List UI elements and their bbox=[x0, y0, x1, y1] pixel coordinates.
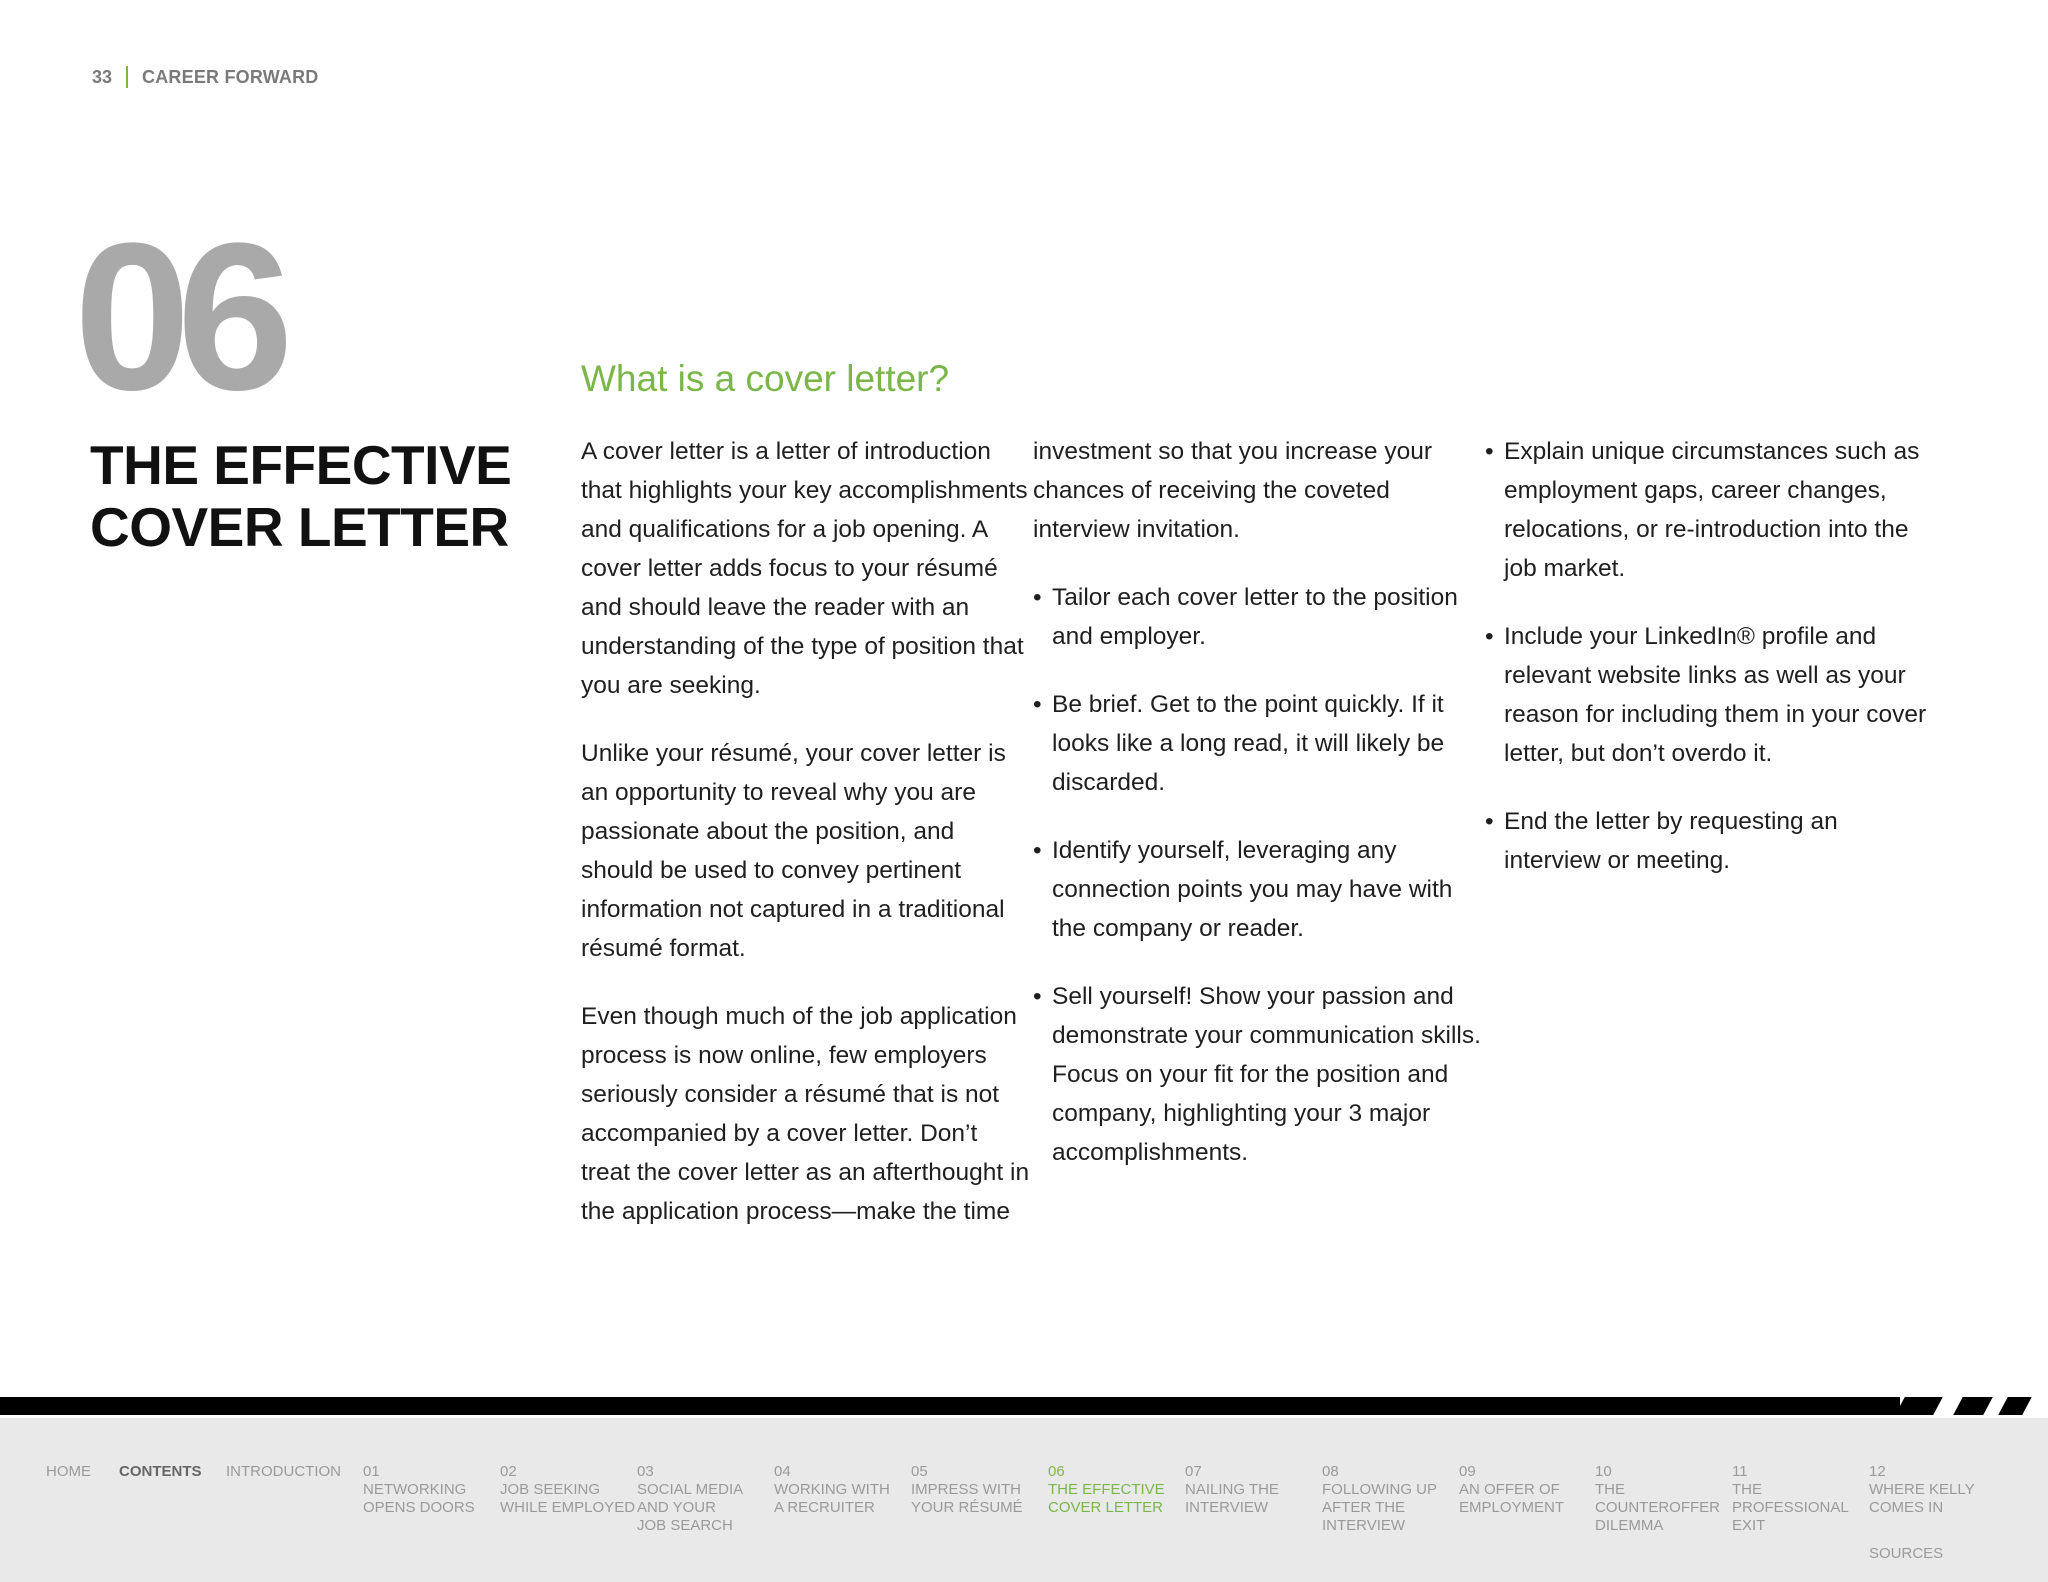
chapter-number: 06 bbox=[74, 199, 280, 434]
nav-chapter-12[interactable] bbox=[1869, 1463, 1975, 1517]
nav-chapter-11[interactable] bbox=[1732, 1463, 1849, 1535]
nav-chapter-title: SOCIAL MEDIA AND YOUR JOB SEARCH bbox=[637, 1481, 744, 1534]
nav-chapter-num: 03 bbox=[637, 1463, 654, 1480]
nav-chapter-num: 09 bbox=[1459, 1463, 1476, 1480]
nav-chapter-02[interactable] bbox=[500, 1463, 635, 1517]
nav-chapter-08[interactable] bbox=[1322, 1463, 1437, 1535]
nav-chapter-title: NAILING THE INTERVIEW bbox=[1185, 1481, 1279, 1516]
bullet-item: • End the letter by requesting an interview or meeting. bbox=[1485, 802, 1935, 880]
nav-chapter-title: AN OFFER OF EMPLOYMENT bbox=[1459, 1481, 1565, 1516]
nav-chapter-title: THE COUNTEROFFER DILEMMA bbox=[1595, 1481, 1720, 1534]
nav-chapter-05[interactable] bbox=[911, 1463, 1023, 1517]
nav-chapter-num: 04 bbox=[774, 1463, 791, 1480]
text-column-1 bbox=[581, 432, 1031, 1260]
chapter-title bbox=[90, 434, 511, 558]
nav-chapter-04[interactable] bbox=[774, 1463, 890, 1517]
nav-chapter-num: 11 bbox=[1732, 1463, 1748, 1480]
nav-chapter-title: IMPRESS WITH YOUR RÉSUMÉ bbox=[911, 1481, 1023, 1516]
bullet-item: • Include your LinkedIn® profile and relevant website links as well as your reason for including them in your cover letter, but don’t overdo it. bbox=[1485, 617, 1935, 773]
footer-stripe bbox=[1953, 1397, 1993, 1415]
bullet-item: • Identify yourself, leveraging any connection points you may have with the company or reader. bbox=[1033, 831, 1483, 948]
nav-introduction-label: INTRODUCTION bbox=[226, 1463, 341, 1480]
page-number: 33 bbox=[92, 66, 113, 87]
nav-chapter-num: 02 bbox=[500, 1463, 517, 1480]
text-column-3 bbox=[1485, 432, 1935, 909]
nav-introduction[interactable] bbox=[226, 1463, 341, 1481]
paragraph-continuation: investment so that you increase your chances of receiving the coveted interview invitation. bbox=[1033, 438, 1433, 543]
nav-chapter-10[interactable] bbox=[1595, 1463, 1720, 1535]
bullet-list bbox=[1033, 578, 1483, 1172]
bullet-item: • Be brief. Get to the point quickly. If it looks like a long read, it will likely be discarded. bbox=[1033, 685, 1483, 802]
text-column-2 bbox=[1033, 432, 1483, 1201]
nav-chapter-07[interactable] bbox=[1185, 1463, 1279, 1517]
footer-stripe bbox=[1895, 1397, 1943, 1415]
nav-chapter-title: WHERE KELLY COMES IN bbox=[1869, 1481, 1975, 1516]
nav-chapter-title: WORKING WITH A RECRUITER bbox=[774, 1481, 890, 1516]
nav-chapter-num: 08 bbox=[1322, 1463, 1339, 1480]
bullet-list bbox=[1485, 432, 1935, 880]
paragraph: Even though much of the job application process is now online, few employers seriously consider a résumé that is not accompanied by a cover letter. Don’t treat the cover letter as an afterthought in the application process—make the time bbox=[581, 1003, 1030, 1225]
nav-chapter-03[interactable] bbox=[637, 1463, 743, 1535]
nav-chapter-title: NETWORKING OPENS DOORS bbox=[363, 1481, 475, 1516]
nav-contents-label: CONTENTS bbox=[119, 1463, 202, 1480]
footer-stripe bbox=[1998, 1397, 2032, 1415]
publication-title: CAREER FORWARD bbox=[142, 66, 319, 87]
chapter-title-line2: COVER LETTER bbox=[90, 496, 509, 558]
nav-chapter-num: 12 bbox=[1869, 1463, 1886, 1480]
page-header bbox=[92, 66, 319, 88]
nav-chapter-num: 06 bbox=[1048, 1463, 1065, 1480]
nav-chapter-num: 10 bbox=[1595, 1463, 1612, 1480]
nav-chapter-title: JOB SEEKING WHILE EMPLOYED bbox=[500, 1481, 636, 1516]
nav-chapter-title: THE PROFESSIONAL EXIT bbox=[1732, 1481, 1849, 1534]
nav-chapter-title: THE EFFECTIVE COVER LETTER bbox=[1048, 1481, 1165, 1516]
bullet-item: • Tailor each cover letter to the position and employer. bbox=[1033, 578, 1483, 656]
nav-chapter-title: FOLLOWING UP AFTER THE INTERVIEW bbox=[1322, 1481, 1438, 1534]
paragraph: Unlike your résumé, your cover letter is an opportunity to reveal why you are passionate about the position, and should be used to convey pertinent information not captured in a traditional résumé format. bbox=[581, 740, 1006, 962]
nav-chapter-06-active[interactable] bbox=[1048, 1463, 1165, 1517]
header-divider bbox=[126, 66, 128, 88]
nav-chapter-num: 01 bbox=[363, 1463, 380, 1480]
nav-chapter-num: 07 bbox=[1185, 1463, 1202, 1480]
nav-home-label: HOME bbox=[46, 1463, 91, 1480]
paragraph: A cover letter is a letter of introduction that highlights your key accomplishments and qualifications for a job opening. A cover letter adds focus to your résumé and should leave the reader with an understanding of the type of position that you are seeking. bbox=[581, 438, 1028, 699]
section-heading: What is a cover letter? bbox=[581, 358, 950, 399]
chapter-title-line1: THE EFFECTIVE bbox=[90, 434, 512, 496]
nav-contents[interactable] bbox=[119, 1463, 202, 1481]
nav-chapter-09[interactable] bbox=[1459, 1463, 1564, 1517]
nav-home[interactable] bbox=[46, 1463, 91, 1481]
bullet-item: • Sell yourself! Show your passion and demonstrate your communication skills. Focus on your fit for the position and company, highlighting your 3 major accomplishments. bbox=[1033, 977, 1483, 1172]
nav-chapter-01[interactable] bbox=[363, 1463, 475, 1517]
nav-sources[interactable]: SOURCES bbox=[1869, 1545, 1944, 1562]
bullet-item: • Explain unique circumstances such as employment gaps, career changes, relocations, or re-introduction into the job market. bbox=[1485, 432, 1935, 588]
nav-chapter-num: 05 bbox=[911, 1463, 928, 1480]
footer-divider-bar bbox=[0, 1397, 1900, 1415]
